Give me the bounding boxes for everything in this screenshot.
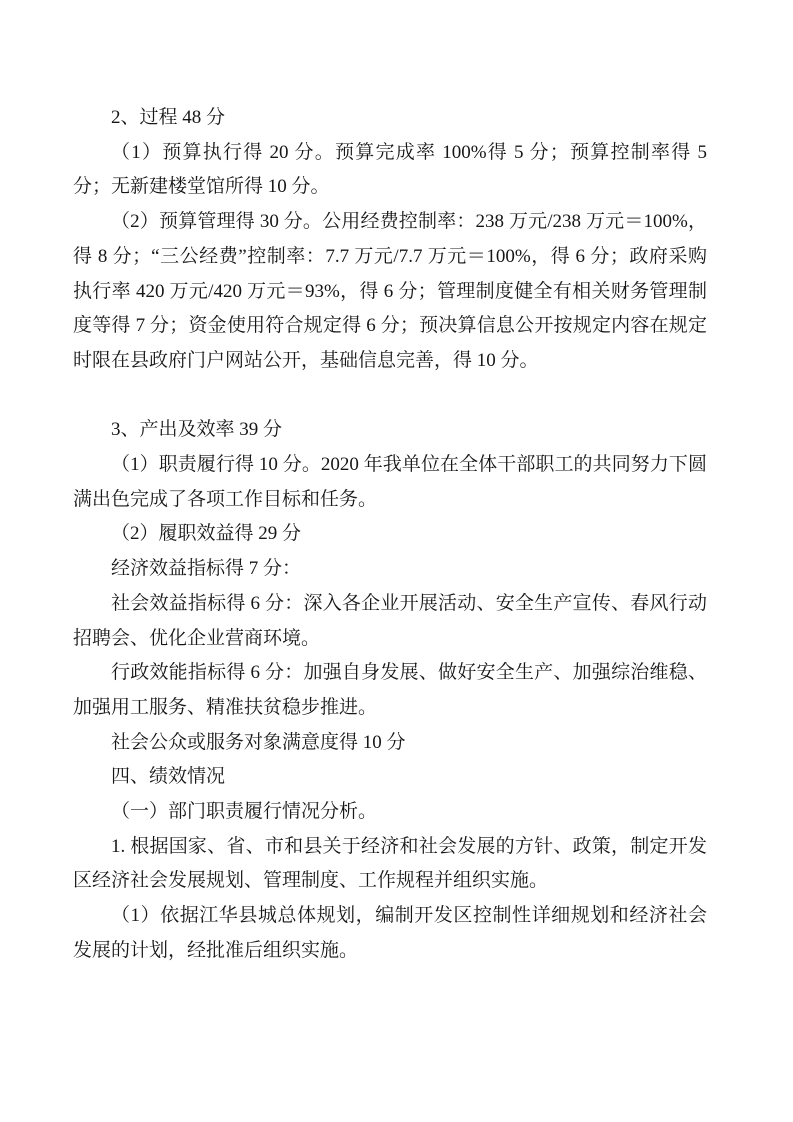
para-budget-management-score: （2）预算管理得 30 分。公用经费控制率：238 万元/238 万元＝100%，得 8 分；“三公经费”控制率：7.7 万元/7.7 万元＝100%，得 6 分；政府采购执行率 420 万元/420 万元＝93%，得 6 分；管理制度健全有相关财务管理制度等得 7 分；资金使用符合规定得 6 分；预决算信息公开按规定内容在规定时限在县政府门户网站公开，基础信息完善，得 10 分。 <box>73 211 707 371</box>
para-public-satisfaction-score: 社会公众或服务对象满意度得 10 分 <box>111 731 406 753</box>
section-heading-process-score: 2、过程 48 分 <box>111 107 226 128</box>
section-heading-performance-situation: 四、绩效情况 <box>111 766 226 788</box>
subsection-heading-duty-fulfillment-analysis: （一）部门职责履行情况分析。 <box>111 801 378 823</box>
para-social-benefit-indicator: 社会效益指标得 6 分：深入各企业开展活动、安全生产宣传、春风行动招聘会、优化企业营商环境。 <box>73 592 707 649</box>
document-body <box>73 101 707 969</box>
para-duty-item-1: 1. 根据国家、省、市和县关于经济和社会发展的方针、政策，制定开发区经济社会发展规划、管理制度、工作规程并组织实施。 <box>73 835 707 892</box>
section-heading-output-efficiency-score: 3、产出及效率 39 分 <box>111 419 283 441</box>
blank-line <box>73 379 707 414</box>
para-duty-performance-score: （1）职责履行得 10 分。2020 年我单位在全体干部职工的共同努力下圆满出色完成了各项工作目标和任务。 <box>73 454 707 510</box>
para-economic-benefit-indicator: 经济效益指标得 7 分： <box>111 558 302 580</box>
para-duty-item-1-1: （1）依据江华县城总体规划，编制开发区控制性详细规划和经济社会发展的计划，经批准后组织实施。 <box>73 905 707 961</box>
para-budget-execution-score: （1）预算执行得 20 分。预算完成率 100%得 5 分；预算控制率得 5 分；无新建楼堂馆所得 10 分。 <box>73 141 707 198</box>
para-admin-effectiveness-indicator: 行政效能指标得 6 分：加强自身发展、做好安全生产、加强综治维稳、加强用工服务、精准扶贫稳步推进。 <box>73 662 707 718</box>
para-performance-benefit-score: （2）履职效益得 29 分 <box>111 523 302 545</box>
